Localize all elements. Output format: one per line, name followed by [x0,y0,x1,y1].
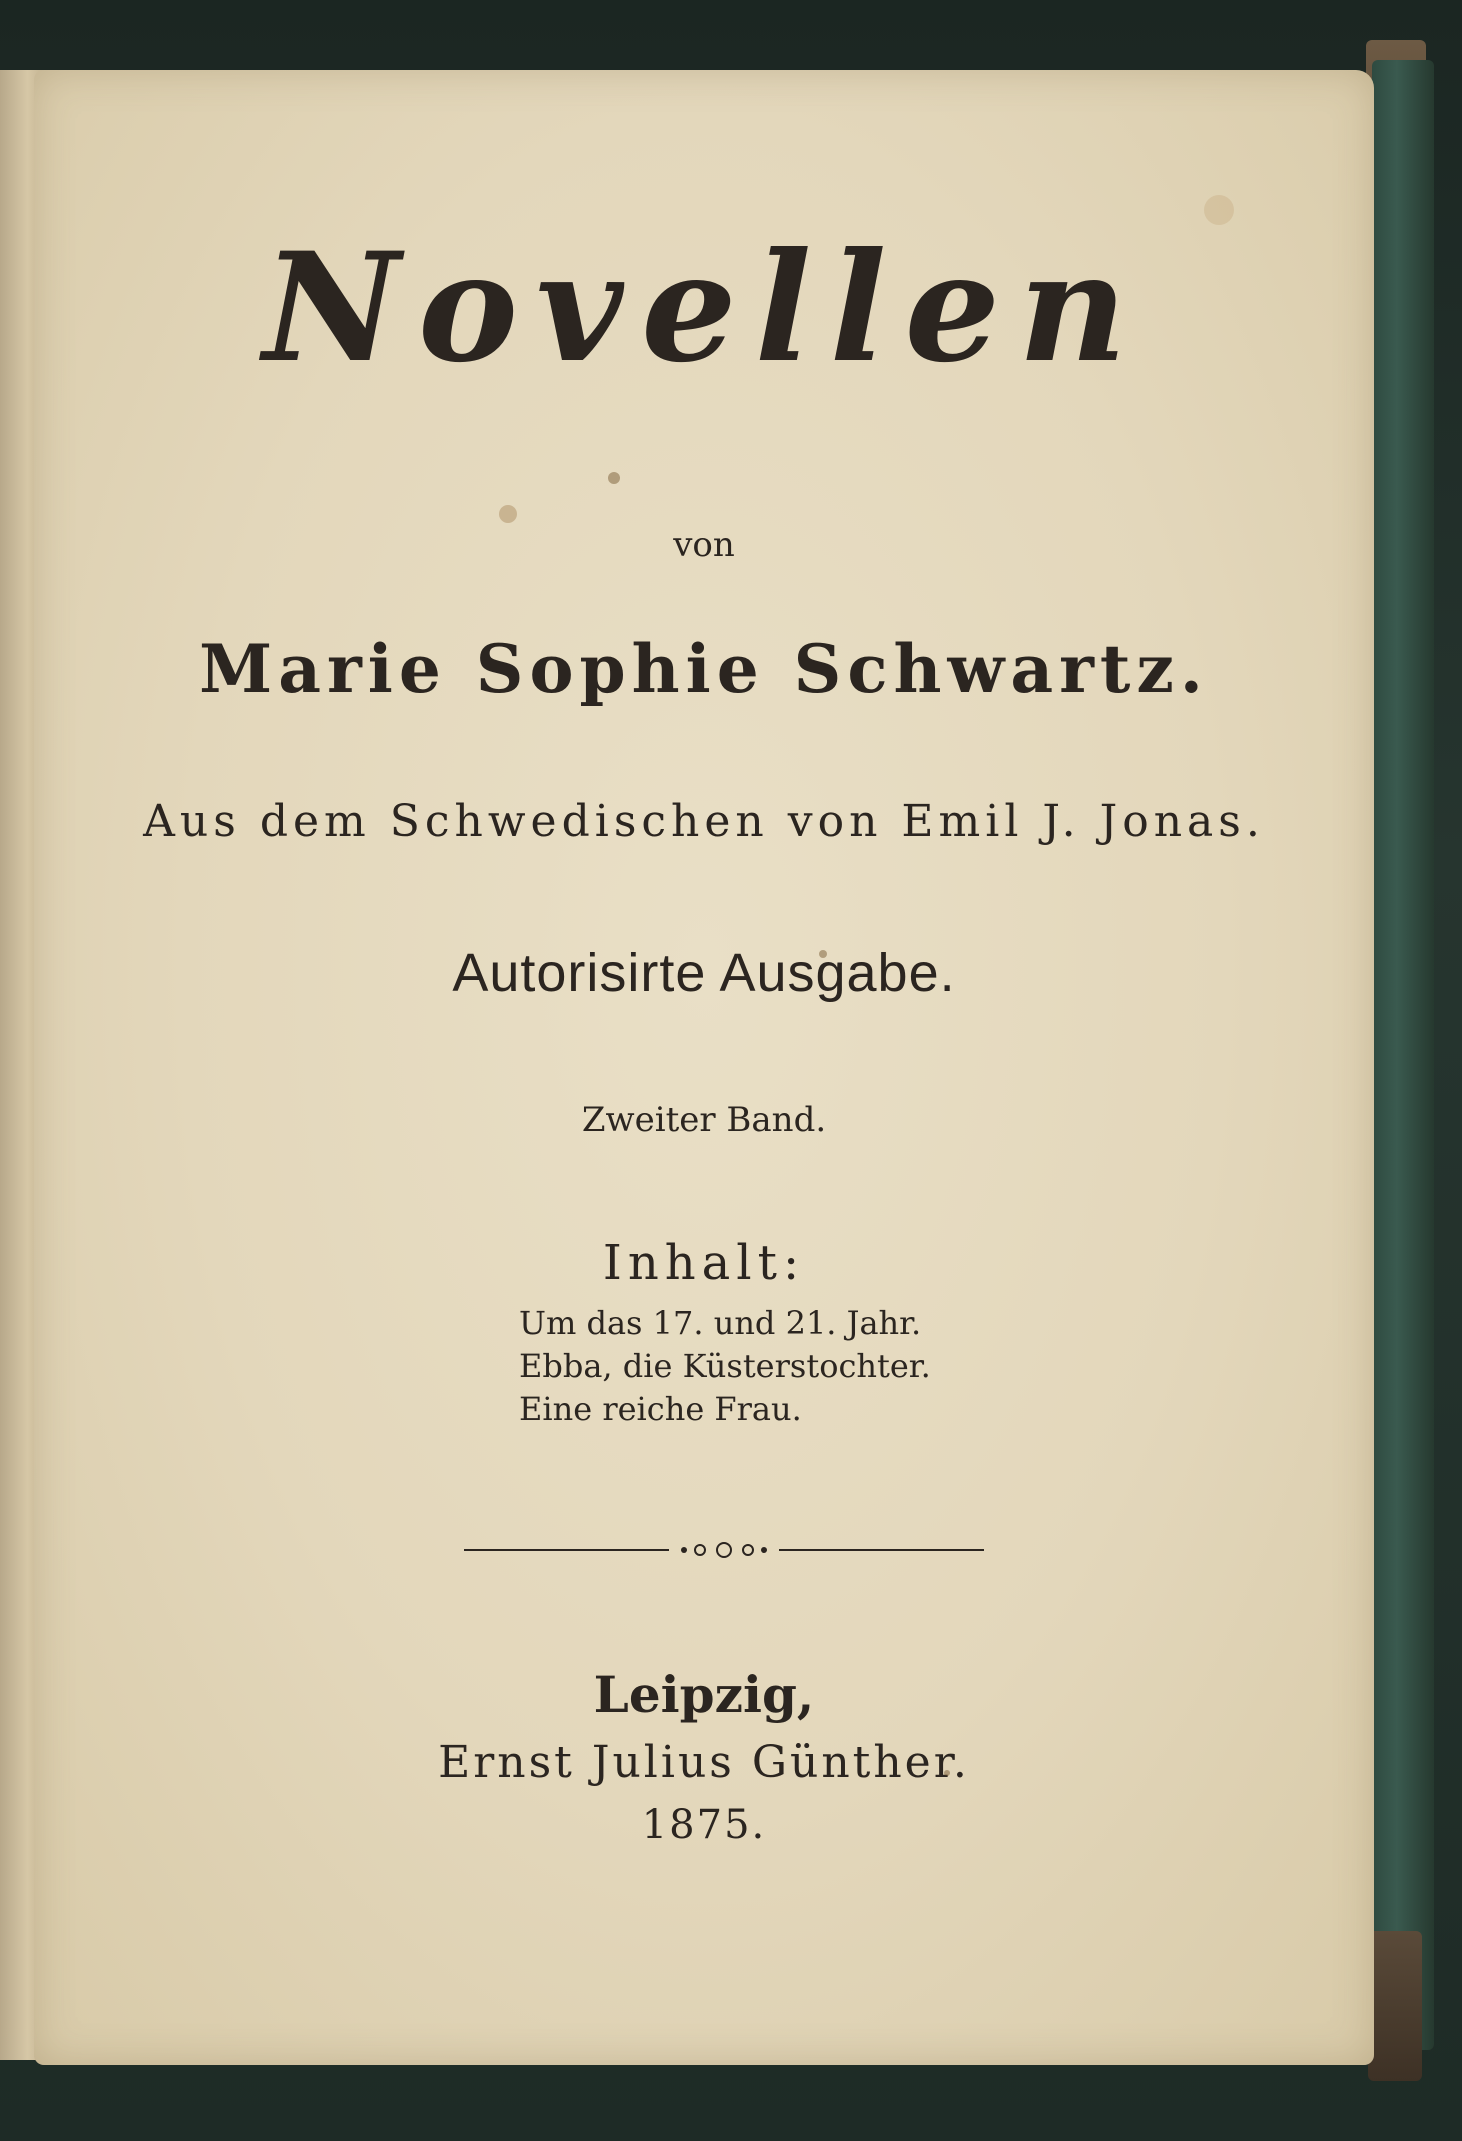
paper-speck [499,505,517,523]
imprint-publisher: Ernst Julius Günther. [438,1737,970,1788]
ornament-divider [464,1540,984,1560]
volume-line: Zweiter Band. [581,1100,827,1140]
binding-corner-bottom [1368,1931,1422,2081]
contents-heading: Inhalt: [602,1235,806,1291]
binding-edge [1372,60,1434,2050]
translator-line: Aus dem Schwedischen von Emil J. Jonas. [143,796,1265,847]
contents-list [519,1302,931,1431]
paper-speck [944,1770,950,1776]
title-page [34,70,1374,2065]
contents-item: Ebba, die Küsterstochter. [519,1347,931,1385]
paper-speck [608,472,620,484]
paper-speck [819,950,827,958]
imprint-year: 1875. [641,1802,767,1848]
contents-item: Um das 17. und 21. Jahr. [519,1304,922,1342]
book-title: Novellen [262,220,1146,396]
contents-item: Eine reiche Frau. [519,1390,802,1428]
by-line: von [673,525,735,565]
edition-line: Autorisirte Ausgabe. [452,943,956,1003]
imprint-place: Leipzig, [593,1665,815,1724]
author-name: Marie Sophie Schwartz. [199,630,1209,708]
paper-speck [1204,195,1234,225]
